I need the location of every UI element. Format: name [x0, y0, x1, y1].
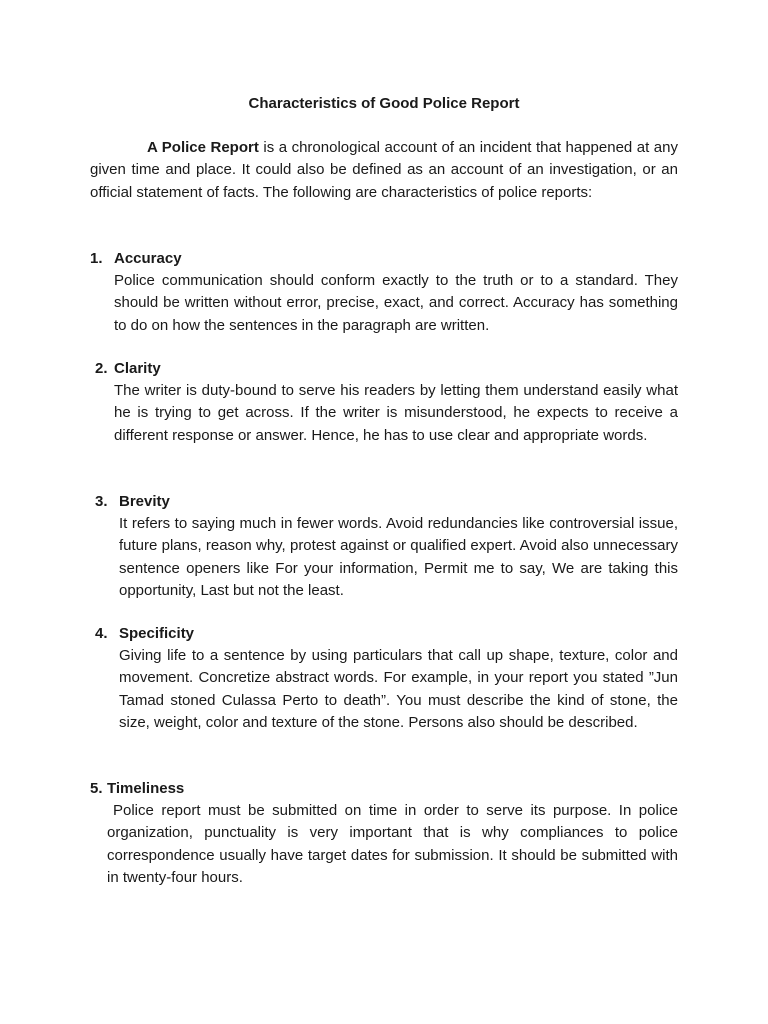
section-clarity: [95, 358, 695, 447]
section-timeliness: [90, 778, 690, 889]
section-title: Brevity: [119, 493, 170, 510]
section-body: The writer is duty-bound to serve his readers by letting them understand easily what he is trying to get across. If the writer is misunderstood, he expects to receive a different response or answer. Hence, he has to use clear and appropriate words.: [114, 382, 678, 444]
section-body-text: Police report must be submitted on time in order to serve its purpose. In police organization, punctuality is very important that is why compliances to police correspondence usually have target dates for submission. It should be submitted with in twenty-four hours.: [107, 802, 678, 886]
section-title: Timeliness: [107, 780, 185, 797]
section-brevity: [95, 491, 695, 602]
section-number: 5.: [90, 780, 103, 797]
document-title: Characteristics of Good Police Report: [248, 95, 520, 112]
section-body: Giving life to a sentence by using particulars that call up shape, texture, color and movement. Concretize abstract words. For example, in your report you stated ”Jun Tamad stoned Culassa Perto to death”. You must describe the kind of stone, the size, weight, color and texture of the stone. Persons also should be described.: [119, 647, 678, 731]
section-heading: [95, 358, 695, 380]
section-specificity: [95, 623, 695, 734]
section-heading: [95, 491, 695, 513]
section-number: 4.: [95, 625, 108, 642]
section-body: [107, 800, 678, 889]
section-number: 3.: [95, 493, 108, 510]
section-number: 2.: [95, 360, 108, 377]
section-title: Clarity: [114, 360, 161, 377]
section-body: Police communication should conform exactly to the truth or to a standard. They should be written without error, precise, exact, and correct. Accuracy has something to do on how the sentences in the paragraph are written.: [114, 272, 678, 334]
section-title: Accuracy: [114, 250, 182, 267]
section-number: 1.: [90, 250, 103, 267]
intro-text: is a chronological account of an incident that happened at any given time and place. It could also be defined as an account of an investigation, or an official statement of facts. The following are characteristics of police reports:: [90, 139, 678, 201]
section-heading: [90, 248, 690, 270]
section-heading: [95, 623, 695, 645]
intro-paragraph: [90, 137, 678, 204]
section-heading: [90, 778, 690, 800]
section-body: It refers to saying much in fewer words. Avoid redundancies like controversial issue, future plans, reason why, protest against or qualified expert. Avoid also unnecessary sentence openers like For your information, Permit me to say, We are taking this opportunity, Last but not the least.: [119, 515, 678, 599]
section-accuracy: [90, 248, 690, 337]
section-title: Specificity: [119, 625, 195, 642]
intro-lead: A Police Report: [147, 139, 259, 156]
